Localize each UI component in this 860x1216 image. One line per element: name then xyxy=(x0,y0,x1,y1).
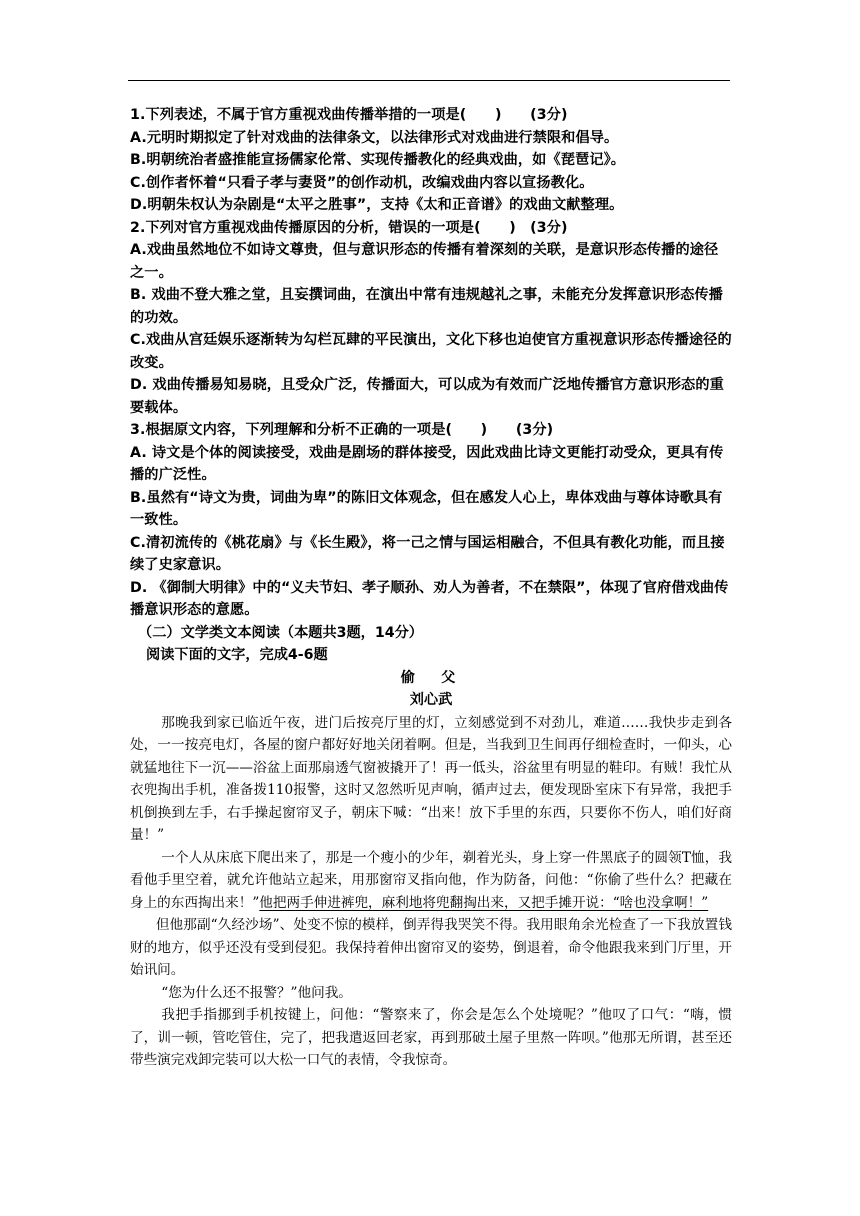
question-2-option-c: C.戏曲从宫廷娱乐逐渐转为勾栏瓦肆的平民演出，文化下移也迫使官方重视意识形态传播途径的改变。 xyxy=(130,332,732,371)
question-3-stem: 3.根据原文内容，下列理解和分析不正确的一项是( ) (3分) xyxy=(130,422,554,438)
question-1-option-a: A.元明时期拟定了针对戏曲的法律条文，以法律形式对戏曲进行禁限和倡导。 xyxy=(130,129,619,146)
question-2-option-b: B. 戏曲不登大雅之堂，且妄撰词曲，在演出中常有违规越礼之事，未能充分发挥意识形态传播的功效。 xyxy=(130,287,723,326)
question-3-option-a: A. 诗文是个体的阅读接受，戏曲是剧场的群体接受，因此戏曲比诗文更能打动受众，更具有传播的广泛性。 xyxy=(130,444,724,483)
header-rule xyxy=(128,80,730,81)
question-1-option-c: C.创作者怀着“只看子孝与妻贤”的创作动机，改编戏曲内容以宣扬教化。 xyxy=(130,174,594,191)
section-instruction: 阅读下面的文字，完成4-6题 xyxy=(146,647,328,663)
question-2-option-d: D. 戏曲传播易知易晓，且受众广泛，传播面大，可以成为有效而广泛地传播官方意识形态的重要载体。 xyxy=(130,377,724,416)
story-paragraph-4: “您为什么还不报警？”他问我。 xyxy=(161,984,352,1001)
story-paragraph-2 xyxy=(130,847,732,915)
question-1-option-d: D.明朝朱权认为杂剧是“太平之胜事”，支持《太和正音谱》的戏曲文献整理。 xyxy=(130,197,624,213)
question-3-option-b: B.虽然有“诗文为贵，词曲为卑”的陈旧文体观念，但在感发人心上，卑体戏曲与尊体诗歌具有一致性。 xyxy=(130,489,723,528)
story-title: 偷 父 xyxy=(400,669,462,686)
page-content xyxy=(130,104,732,1072)
story-paragraph-3: 但他那副“久经沙场”、处变不惊的模样，倒弄得我哭笑不得。我用眼角余光检查了一下我放置钱财的地方，似乎还没有受到侵犯。我保持着伸出窗帘叉的姿势，倒退着，命令他跟我来到门厅里，开始讯问。 xyxy=(130,917,732,978)
question-1-option-b: B.明朝统治者盛推能宣扬儒家伦常、实现传播教化的经典戏曲，如《琵琶记》。 xyxy=(130,152,626,168)
question-1-stem: 1.下列表述，不属于官方重视戏曲传播举措的一项是( ) (3分) xyxy=(130,107,568,123)
question-3-option-c: C.清初流传的《桃花扇》与《长生殿》，将一己之情与国运相融合，不但具有教化功能，而且接续了史家意识。 xyxy=(130,534,725,573)
story-paragraph-5: 我把手指挪到手机按键上，问他：“警察来了，你会是怎么个处境呢？”他叹了口气：“嗨，惯了，训一顿，管吃管住，完了，把我遣返回老家，再到那破土屋子里熬一阵呗。”他那无所谓，甚至还带些演完戏卸完装可以大松一口气的表情，令我惊奇。 xyxy=(130,1007,732,1068)
question-3-option-d: D. 《御制大明律》中的“义夫节妇、孝子顺孙、劝人为善者，不在禁限”，体现了官府借戏曲传播意识形态的意愿。 xyxy=(130,579,729,618)
story-author: 刘心武 xyxy=(409,692,453,708)
question-2-stem: 2.下列对官方重视戏曲传播原因的分析，错误的一项是( ) (3分) xyxy=(130,219,568,236)
question-2-option-a: A.戏曲虽然地位不如诗文尊贵，但与意识形态的传播有着深刻的关联，是意识形态传播的途径之一。 xyxy=(130,242,719,281)
story-paragraph-2-text: 一个人从床底下爬出来了，那是一个瘦小的少年，剃着光头，身上穿一件黑底子的圆领T恤，我看他手里空着，就允许他站立起来，用那窗帘叉指向他，作为防备，问他：“你偷了些什么？把藏在身上的东西掏出来！” xyxy=(130,849,732,911)
story-paragraph-2-underlined: 他把两手伸进裤兜，麻利地将兜翻掏出来，又把手摊开说：“啥也没拿啊！” xyxy=(259,894,709,911)
section-heading: （二）文学类文本阅读（本题共3题，14分） xyxy=(138,624,423,641)
story-paragraph-1: 那晚我到家已临近午夜，进门后按亮厅里的灯，立刻感觉到不对劲儿，难道……我快步走到各处，一一按亮电灯，各屋的窗户都好好地关闭着啊。但是，当我到卫生间再仔细检查时，一仰头，心就猛地往下一沉——浴盆上面那扇透气窗被撬开了！再一低头，浴盆里有明显的鞋印。有贼！我忙从衣兜掏出手机，准备拨110报警，这时又忽然听见声响，循声过去，便发现卧室床下有异常，我把手机倒换到左手，右手操起窗帘叉子，朝床下喊：“出来！放下手里的东西，只要你不伤人，咱们好商量！” xyxy=(130,714,732,843)
